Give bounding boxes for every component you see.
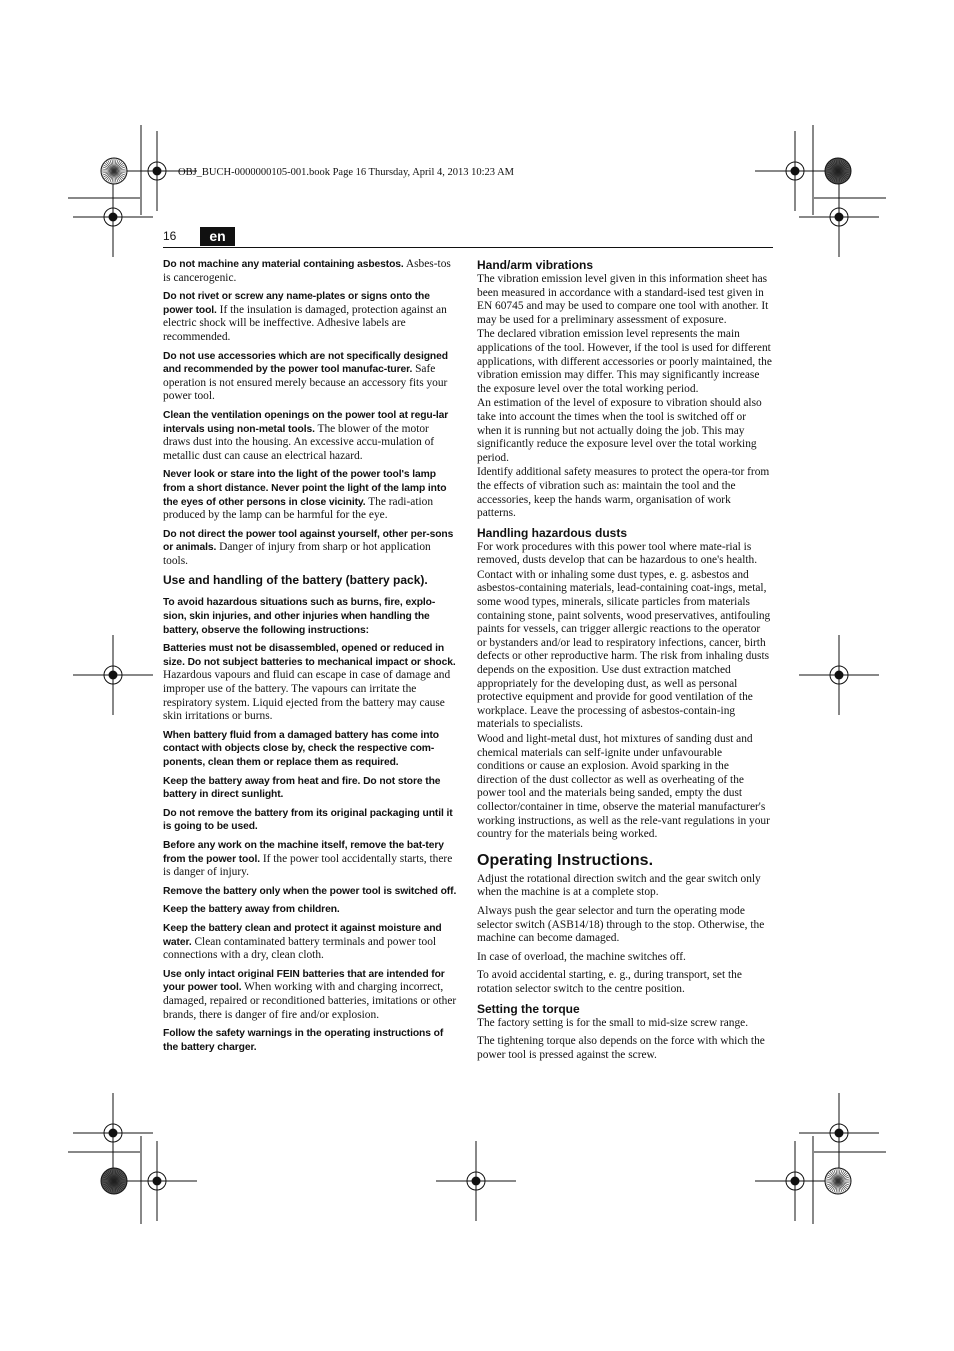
body-paragraph: An estimation of the level of exposure to vibration should also take into account the times when the tool is switched off or when it is running but not actually doing the job. This may significantly reduce the exposure level over the total working period. xyxy=(477,397,762,464)
warning-text: If the insulation is damaged, protection against an electric shock will be ineffective. Adhesive labels are recommended. xyxy=(163,303,447,343)
body-paragraph: The declared vibration emission level represents the main applications of the tool. However, if the tool is used for different applications, with different accessories or poorly maintained, the vibration emission may differ. This may significantly increase the exposure level over the total working period. xyxy=(477,328,772,395)
warning-lead: Do not direct the power tool against yourself, other per-sons or animals. xyxy=(163,528,454,554)
warning-paragraph xyxy=(163,968,458,1022)
print-slug: OBJ_BUCH-0000000105-001.book Page 16 Thursday, April 4, 2013 10:23 AM xyxy=(178,167,514,178)
warning-text: If the power tool accidentally starts, there is danger of injury. xyxy=(163,852,453,879)
warning-paragraph xyxy=(163,885,458,899)
language-tab: en xyxy=(200,227,235,246)
warning-lead: Do not machine any material containing asbestos. xyxy=(163,259,404,270)
warning-lead: Clean the ventilation openings on the power tool at regu-lar intervals using non-metal tools. xyxy=(163,409,449,435)
registration-target-icon xyxy=(799,177,879,257)
safety-warnings xyxy=(163,258,458,568)
color-registration-star-icon xyxy=(101,1168,127,1194)
warning-lead: Use only intact original FEIN batteries that are intended for your power tool. xyxy=(163,968,445,994)
registration-target-icon xyxy=(755,1141,835,1221)
warning-paragraph xyxy=(163,775,458,802)
registration-target-icon xyxy=(436,1141,516,1221)
warning-paragraph xyxy=(163,258,458,285)
header-rule xyxy=(163,247,773,248)
body-paragraph: The factory setting is for the small to mid-size screw range. xyxy=(477,1016,749,1029)
body-paragraph: Adjust the rotational direction switch and the gear switch only when the machine is at a complete stop. xyxy=(477,872,761,899)
registration-target-icon xyxy=(755,131,835,211)
warning-text: Hazardous vapours and fluid can escape in case of damage and improper use of the battery. The vapours can irritate the respiratory system. Liquid ejected from the battery may cause skin irritations or burns. xyxy=(163,669,451,723)
warning-text: The blower of the motor draws dust into the housing. An excessive accu-mulation of metallic dust can cause an electrical hazard. xyxy=(163,422,435,462)
registration-target-icon xyxy=(117,1141,197,1221)
registration-target-icon xyxy=(799,1093,879,1173)
battery-heading: Use and handling of the battery (battery pack). xyxy=(163,573,428,588)
warning-text: Asbes-tos is cancerogenic. xyxy=(163,258,451,284)
warning-lead: Do not rivet or screw any name-plates or signs onto the power tool. xyxy=(163,291,430,316)
warning-lead: Remove the battery only when the power tool is switched off. xyxy=(163,885,457,897)
warning-lead: Do not remove the battery from its original packaging until it is going to be used. xyxy=(163,807,453,833)
body-paragraph: Always push the gear selector and turn the operating mode selector switch (ASB14/18) through to the stop. Otherwise, the machine can become damaged. xyxy=(477,904,765,945)
body-paragraph: The vibration emission level given in this information sheet has been measured in accordance with a standard-ised test given in EN 60745 and may be used to compare one tool with another. It may be used for a preliminary assessment of exposure. xyxy=(477,273,769,326)
warning-paragraph xyxy=(163,290,458,344)
color-registration-star-icon xyxy=(101,158,127,184)
warning-text: Safe operation is not ensured merely because an accessory fits your power tool. xyxy=(163,363,448,403)
body-paragraph: For work procedures with this power tool where mate-rial is removed, dusts develop that can be hazardous to one's health. xyxy=(477,540,758,567)
warning-text: Clean contaminated battery terminals and power tool connections with a dry, clean cloth. xyxy=(163,935,437,962)
warning-lead: When battery fluid from a damaged battery has come into contact with objects close by, check the respective com-ponents, clean them or replace them as required. xyxy=(163,729,439,768)
warning-paragraph xyxy=(163,596,458,637)
color-registration-star-icon xyxy=(825,1168,851,1194)
vibration-section xyxy=(477,273,772,521)
warning-paragraph xyxy=(163,729,458,770)
dust-heading: Handling hazardous dusts xyxy=(477,525,628,540)
warning-lead: Follow the safety warnings in the operating instructions of the battery charger. xyxy=(163,1028,444,1053)
warning-lead: Do not use accessories which are not specifically designed and recommended by the power tool manufac-turer. xyxy=(163,350,448,376)
warning-text: The radi-ation produced by the lamp can be harmful for the eye. xyxy=(163,495,434,522)
warning-paragraph xyxy=(163,807,458,834)
warning-lead: Never look or stare into the light of the power tool's lamp from a short distance. Never point the light of the lamp into the eyes of other persons in close vicinity. xyxy=(163,469,447,508)
body-paragraph: To avoid accidental starting, e. g., during transport, set the rotation selector switch to the centre position. xyxy=(477,969,742,995)
registration-target-icon xyxy=(73,635,153,715)
warning-paragraph xyxy=(163,903,458,917)
body-paragraph: The tightening torque also depends on the force with which the power tool is pressed against the screw. xyxy=(477,1035,765,1061)
warning-text: When working with and charging incorrect, damaged, repaired or reconditioned batteries, imitations or other brands, there is danger of fire and/or explosion. xyxy=(163,981,457,1021)
vibration-heading: Hand/arm vibrations xyxy=(477,258,594,272)
dust-section xyxy=(477,541,772,842)
operating-section xyxy=(477,873,772,997)
warning-text: Danger of injury from sharp or hot application tools. xyxy=(163,541,431,567)
warning-lead: Keep the battery away from children. xyxy=(163,904,340,916)
warning-lead: Batteries must not be disassembled, opened or reduced in size. Do not subject batteries to mechanical impact or shock. xyxy=(163,643,456,668)
color-registration-star-icon xyxy=(825,158,851,184)
warning-lead: Keep the battery clean and protect it against moisture and water. xyxy=(163,922,442,948)
battery-warnings xyxy=(163,596,458,1054)
operating-instructions-heading: Operating Instructions. xyxy=(477,851,654,869)
warning-paragraph xyxy=(163,528,458,569)
warning-paragraph xyxy=(163,350,458,404)
warning-paragraph xyxy=(163,409,458,463)
page-number: 16 xyxy=(163,229,177,243)
right-column xyxy=(477,258,772,1067)
warning-paragraph xyxy=(163,839,458,880)
torque-heading: Setting the torque xyxy=(477,1001,580,1016)
registration-target-icon xyxy=(799,635,879,715)
body-paragraph: Wood and light-metal dust, hot mixtures of sanding dust and chemical materials can self-ignite under unfavourable conditions or cause an explosion. Avoid sparking in the direction of the dust collector as well as overheating of the power tool and the materials being sanded, empty the dust collector/container in time, observe the material manufacturer's working instructions, as well as the rele-vant regulations in your country for the materials being worked. xyxy=(477,733,770,841)
warning-lead: To avoid hazardous situations such as burns, fire, explo-sion, skin injuries, and other injuries when handling the battery, observe the following instructions: xyxy=(163,597,436,636)
left-column xyxy=(163,258,458,1059)
warning-lead: Keep the battery away from heat and fire. Do not store the battery in direct sunlight. xyxy=(163,775,441,801)
warning-paragraph xyxy=(163,922,458,963)
warning-paragraph xyxy=(163,1027,458,1054)
body-paragraph: In case of overload, the machine switches off. xyxy=(477,950,686,963)
warning-lead: Before any work on the machine itself, remove the bat-tery from the power tool. xyxy=(163,839,444,865)
warning-paragraph xyxy=(163,468,458,522)
torque-section xyxy=(477,1017,772,1063)
body-paragraph: Contact with or inhaling some dust types, e. g. asbestos and asbestos-containing materials, lead-containing coat-ings, metal, some wood types, minerals, silicate particles from materials containing stone, paint solvents, wood preservatives, antifouling paints for vessels, can trigger allergic reactions to the operator or bystanders and/or lead to respiratory infections, cancer, birth defects or other reproductive harm. The risk from inhaling dusts depends on the exposition. Use dust extraction matched appropriately for the developing dust, as well as personal protective equipment and provide for good ventilation of the workplace. Leave the processing of asbestos-contain-ing materials to specialists. xyxy=(477,568,771,731)
body-paragraph: Identify additional safety measures to protect the opera-tor from the effects of vibration such as: maintain the tool and the accessories, keep the hands warm, organisation of work patterns. xyxy=(477,466,770,520)
warning-paragraph xyxy=(163,642,458,724)
